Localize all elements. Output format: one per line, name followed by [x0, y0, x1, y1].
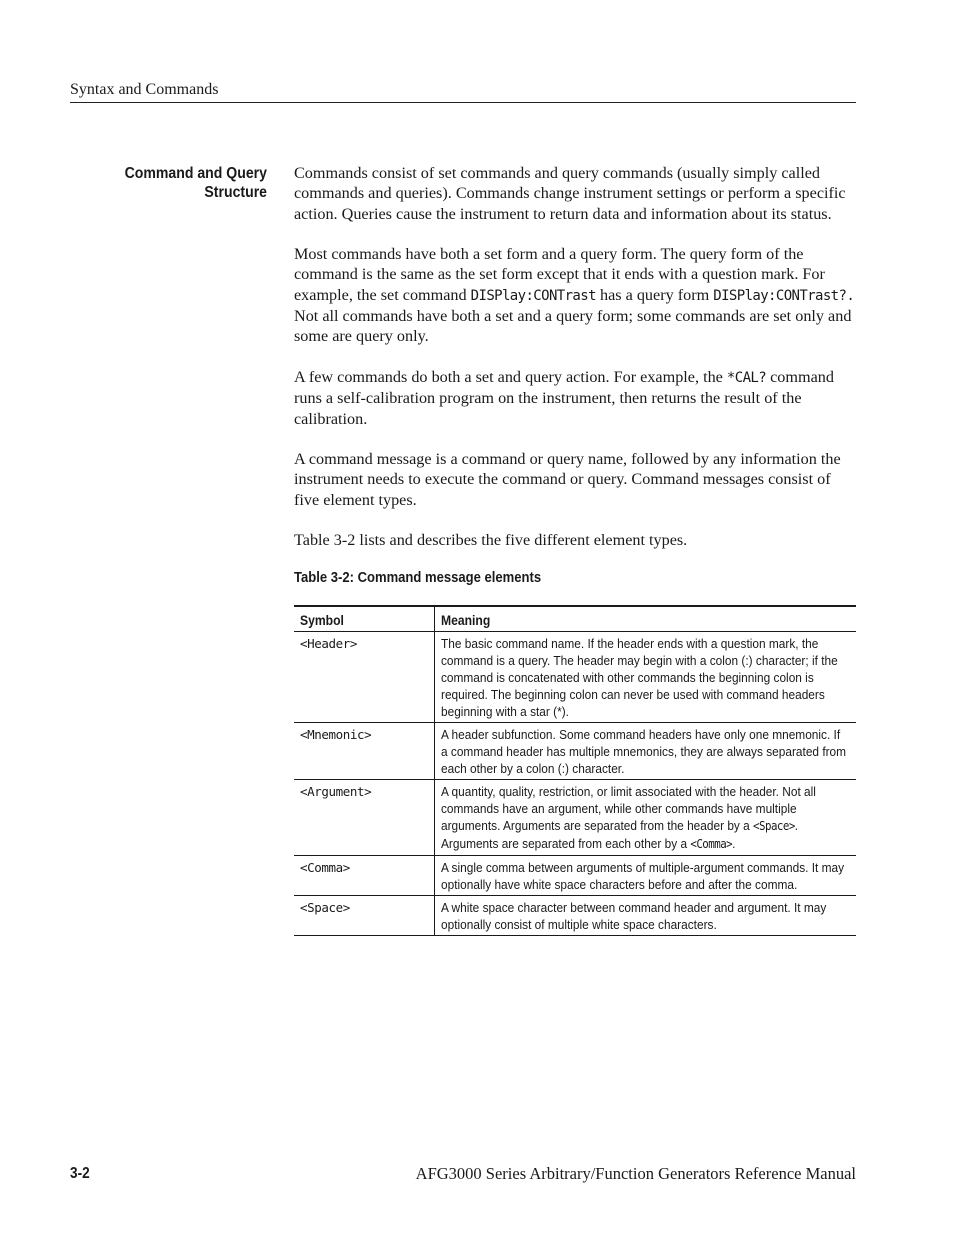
header-rule [70, 102, 856, 103]
body-column [294, 163, 856, 936]
symbol-cell: <Comma> [294, 855, 435, 895]
paragraph-2 [294, 244, 856, 346]
meaning-text-a: A quantity, quality, restriction, or limit associated with the header. Not all commands have an argument, while other commands have multiple arguments. Arguments are separated from the header by a [441, 783, 816, 833]
symbol-cell: <Argument> [294, 779, 435, 855]
code-comma: <Comma> [690, 836, 733, 851]
meaning-text-b: . Arguments are separated from each other by a [441, 817, 799, 851]
meaning-cell: A white space character between command header and argument. It may optionally consist of multiple white space characters. [435, 895, 857, 935]
meaning-cell: The basic command name. If the header ends with a question mark, the command is a query. The header may begin with a colon (:) character; if the command is concatenated with other commands the beginning colon is required. The beginning colon can never be used with command headers beginning with a star (*). [435, 631, 857, 722]
meaning-cell: A header subfunction. Some command headers have only one mnemonic. If a command header has multiple mnemonics, they are always separated from each other by a colon (:) character. [435, 722, 857, 779]
table-row [294, 722, 856, 779]
table-row [294, 855, 856, 895]
section-heading [94, 164, 267, 202]
symbol-cell: <Mnemonic> [294, 722, 435, 779]
symbol-cell: <Header> [294, 631, 435, 722]
table-row [294, 631, 856, 722]
paragraph-1: Commands consist of set commands and query commands (usually simply called commands and queries). Commands change instrument settings or perform a specific action. Queries cause the instrument to return data and information about its status. [294, 164, 846, 223]
command-elements-table [294, 605, 856, 936]
paragraph-3 [294, 367, 856, 429]
code-display-contrast-query: DISPlay:CONTrast?. [713, 287, 855, 304]
paragraph-3-text-a: A few commands do both a set and query action. For example, the [294, 367, 727, 386]
paragraph-2-text-c: Not all commands have both a set and a query form; some commands are set only and some are query only. [294, 307, 852, 346]
column-header-symbol: Symbol [294, 606, 435, 632]
table-row [294, 779, 856, 855]
meaning-text-c: . [732, 835, 736, 851]
meaning-cell [435, 779, 857, 855]
manual-title: AFG3000 Series Arbitrary/Function Generators Reference Manual [415, 1164, 856, 1183]
paragraph-3-text-b: command runs a self-calibration program on the instrument, then returns the result of the calibration. [294, 367, 834, 428]
meaning-cell: A single comma between arguments of multiple-argument commands. It may optionally have white space characters before and after the comma. [435, 855, 857, 895]
section-heading-line2: Structure [204, 184, 267, 201]
table-header-row [294, 606, 856, 632]
symbol-cell: <Space> [294, 895, 435, 935]
table-row [294, 895, 856, 935]
code-space: <Space> [753, 818, 795, 833]
code-display-contrast: DISPlay:CONTrast [470, 287, 596, 304]
table-caption: Table 3-2: Command message elements [294, 569, 542, 586]
running-header: Syntax and Commands [70, 81, 219, 98]
section-heading-line1: Command and Query [124, 165, 267, 182]
column-header-meaning: Meaning [435, 606, 857, 632]
page-number: 3-2 [70, 1165, 90, 1182]
paragraph-2-text-a: Most commands have both a set form and a query form. The query form of the command is the same as the set form except that it ends with a question mark. For example, the set command [294, 245, 825, 304]
paragraph-2-text-b: has a query form [595, 285, 714, 304]
code-cal-query: *CAL? [726, 369, 767, 386]
paragraph-4: A command message is a command or query name, followed by any information the instrument needs to execute the command or query. Command messages consist of five element types. [294, 450, 841, 509]
paragraph-5: Table 3-2 lists and describes the five different element types. [294, 531, 688, 550]
